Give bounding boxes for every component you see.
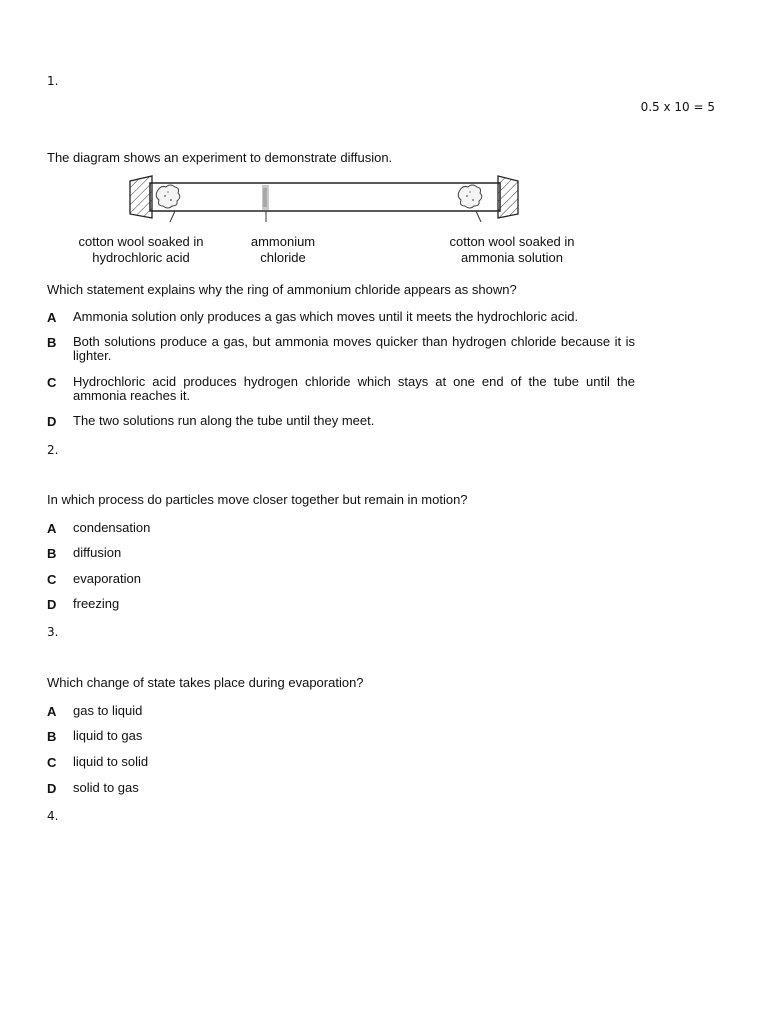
- right-stopper: [498, 176, 518, 218]
- right-label: [437, 234, 587, 266]
- question-3-number: 3.: [47, 625, 59, 639]
- q1-option-b-text: Both solutions produce a gas, but ammonia moves quicker than hydrogen chloride because it is lighter.: [73, 334, 635, 363]
- right-cotton-wool: [458, 185, 482, 208]
- q2-option-c-letter: C: [47, 572, 57, 587]
- q2-option-b-letter: B: [47, 546, 57, 561]
- q2-option-b-text: diffusion: [73, 545, 122, 560]
- q2-option-d-letter: D: [47, 597, 57, 612]
- q3-option-a-letter: A: [47, 704, 57, 719]
- q2-option-a-letter: A: [47, 521, 57, 536]
- q2-option-a-text: condensation: [73, 520, 151, 535]
- q3-option-c-text: liquid to solid: [73, 754, 149, 769]
- question-1-number: 1.: [47, 74, 59, 88]
- q3-option-a-text: gas to liquid: [73, 703, 143, 718]
- q1-option-b-letter: B: [47, 335, 57, 350]
- q3-option-d-letter: D: [47, 781, 57, 796]
- marks-allocation: 0.5 x 10 = 5: [640, 100, 715, 114]
- q2-option-d-text: freezing: [73, 596, 120, 611]
- left-label-line2: hydrochloric acid: [92, 250, 190, 265]
- question-3-text: Which change of state takes place during evaporation?: [47, 675, 364, 690]
- left-label: [66, 234, 216, 266]
- question-2-text: In which process do particles move closer together but remain in motion?: [47, 492, 468, 507]
- right-label-line1: cotton wool soaked in: [449, 234, 575, 249]
- q1-option-a-text: Ammonia solution only produces a gas which moves until it meets the hydrochloric acid.: [73, 309, 579, 324]
- diffusion-tube-diagram: [120, 172, 530, 222]
- middle-label-line1: ammonium: [250, 234, 316, 249]
- question-4-number: 4.: [47, 809, 59, 823]
- left-label-line1: cotton wool soaked in: [78, 234, 204, 249]
- left-cotton-wool: [156, 185, 180, 208]
- q3-option-c-letter: C: [47, 755, 57, 770]
- q3-option-b-text: liquid to gas: [73, 728, 143, 743]
- left-pointer-line: [170, 211, 175, 222]
- middle-label-line2: chloride: [260, 250, 306, 265]
- glass-tube: [150, 183, 500, 211]
- q3-option-d-text: solid to gas: [73, 780, 139, 795]
- q1-option-c-letter: C: [47, 375, 57, 390]
- question-2-number: 2.: [47, 443, 59, 457]
- q1-option-a-letter: A: [47, 310, 57, 325]
- question-1-text: Which statement explains why the ring of ammonium chloride appears as shown?: [47, 282, 517, 297]
- q1-option-d-letter: D: [47, 414, 57, 429]
- question-1-stem: The diagram shows an experiment to demonstrate diffusion.: [47, 150, 393, 165]
- right-label-line2: ammonia solution: [461, 250, 563, 265]
- middle-label: [233, 234, 333, 266]
- q1-option-d-text: The two solutions run along the tube until they meet.: [73, 413, 375, 428]
- q2-option-c-text: evaporation: [73, 571, 141, 586]
- q1-option-c-text: Hydrochloric acid produces hydrogen chloride which stays at one end of the tube until the ammonia reaches it.: [73, 374, 635, 403]
- q3-option-b-letter: B: [47, 729, 57, 744]
- left-stopper: [130, 176, 152, 218]
- right-pointer-line: [476, 211, 481, 222]
